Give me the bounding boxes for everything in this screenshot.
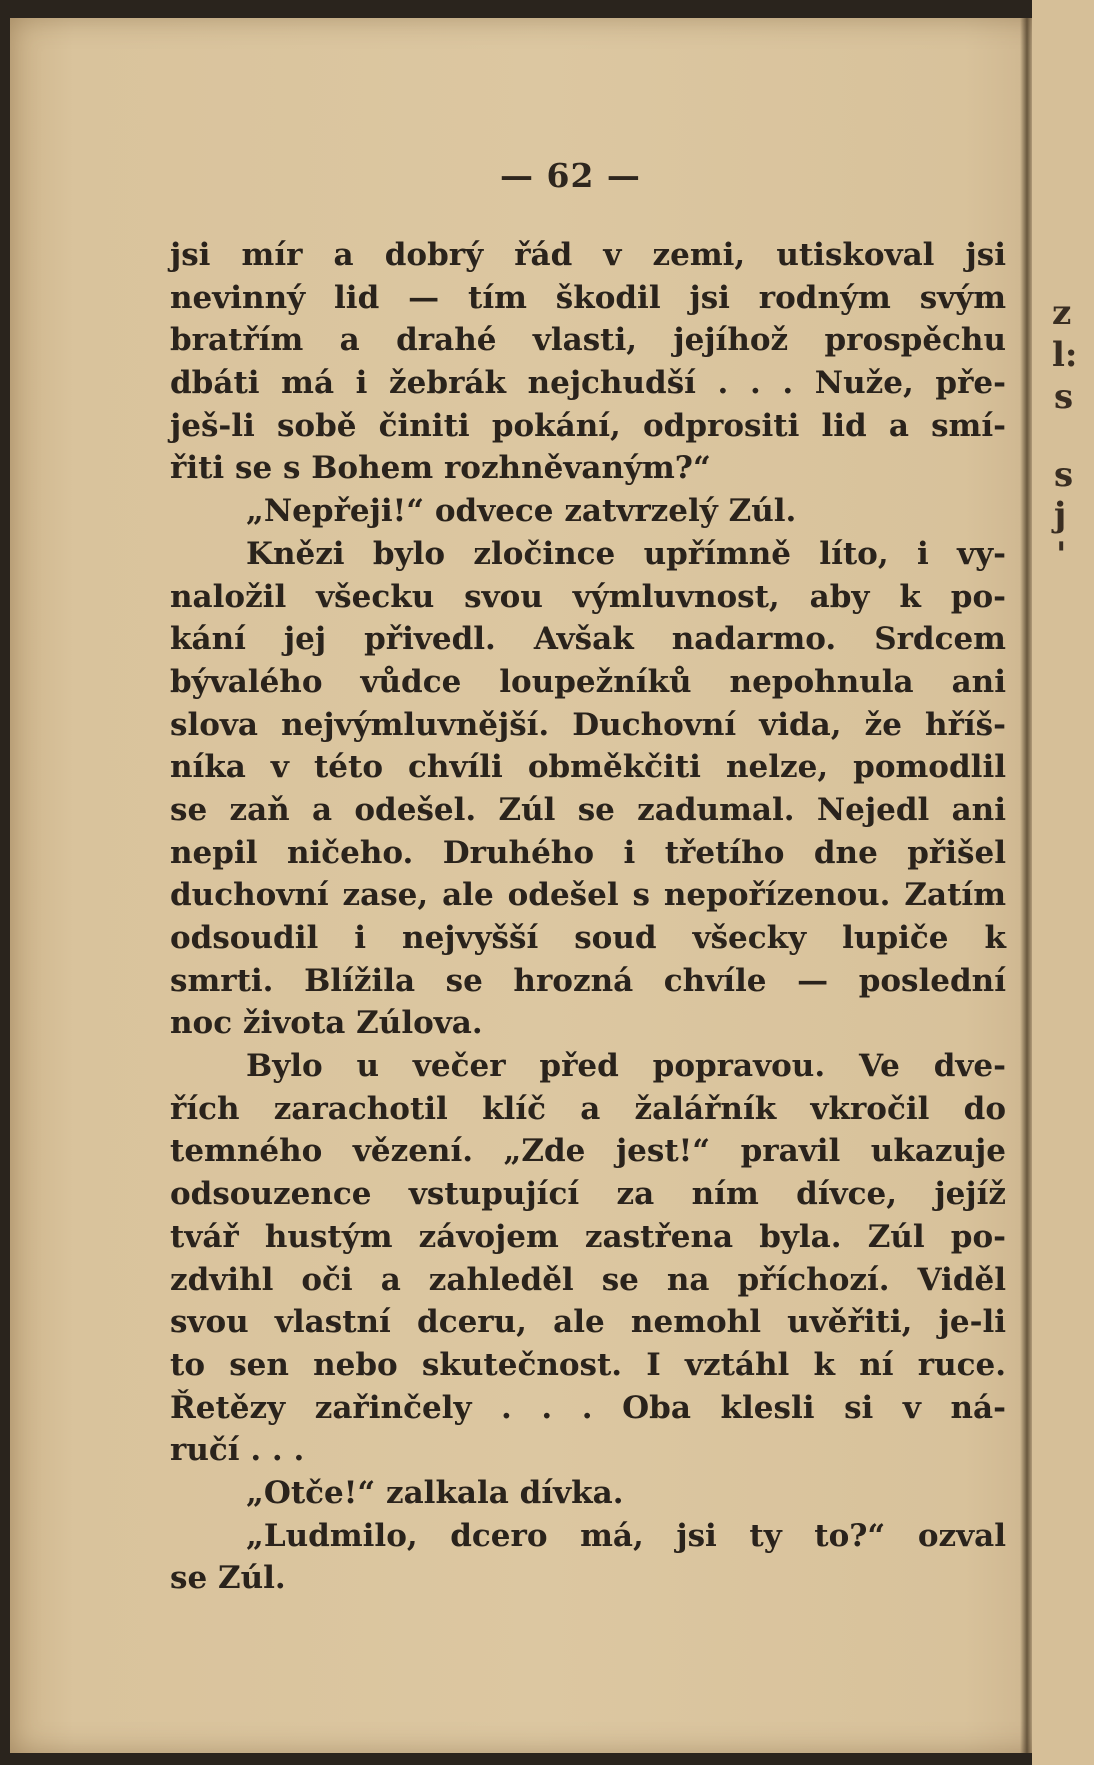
text-line: dbáti má i žebrák nejchudší . . . Nuže, pře-: [170, 365, 1006, 402]
text-line: zdvihl oči a zahleděl se na příchozí. Viděl: [170, 1261, 1006, 1298]
text-line: nepil ničeho. Druhého i třetího dne přišel: [170, 834, 1006, 871]
text-line: svou vlastní dceru, ale nemohl uvěřiti, je-li: [170, 1304, 1006, 1341]
text-line: odsoudil i nejvyšší soud všecky lupiče k: [170, 920, 1006, 956]
text-line: Knězi bylo zločince upřímně líto, i vy-: [246, 535, 1006, 572]
text-line: níka v této chvíli obměkčiti nelze, pomodlil: [170, 749, 1006, 786]
text-line: temného vězení. „Zde jest!“ pravil ukazuje: [170, 1133, 1006, 1170]
adjacent-page-glyph: s: [1054, 455, 1074, 495]
text-line: se Zúl.: [170, 1560, 286, 1597]
adjacent-page-glyph: s: [1054, 377, 1074, 417]
adjacent-page-glyph: ': [1056, 535, 1067, 575]
text-line: „Otče!“ zalkala dívka.: [246, 1474, 624, 1511]
text-line: slova nejvýmluvnější. Duchovní vida, že hříš-: [170, 706, 1006, 743]
text-line: duchovní zase, ale odešel s nepořízenou. Zatím: [170, 877, 1006, 914]
text-line: smrti. Blížila se hrozná chvíle — poslední: [170, 962, 1006, 999]
adjacent-page-edge: [1032, 0, 1094, 1765]
text-line: ručí . . .: [170, 1432, 305, 1469]
text-line: jsi mír a dobrý řád v zemi, utiskoval jsi: [170, 237, 1006, 273]
body-text: [170, 234, 1006, 1600]
book-page: [10, 18, 1070, 1753]
text-line: kání jej přivedl. Avšak nadarmo. Srdcem: [170, 621, 1006, 658]
text-line: tvář hustým závojem zastřena byla. Zúl po-: [170, 1218, 1006, 1255]
adjacent-page-glyph: z: [1052, 293, 1072, 333]
text-line: bratřím a drahé vlasti, jejíhož prospěchu: [170, 322, 1006, 359]
adjacent-page-glyph: j: [1054, 495, 1067, 535]
page-number: — 62 —: [500, 156, 641, 195]
text-line: ješ-li sobě činiti pokání, odprositi lid a smí-: [170, 407, 1006, 444]
adjacent-page-glyph: l:: [1052, 335, 1078, 375]
text-line: „Ludmilo, dcero má, jsi ty to?“ ozval: [246, 1517, 1006, 1554]
text-line: noc života Zúlova.: [170, 1005, 483, 1042]
text-line: „Nepřeji!“ odvece zatvrzelý Zúl.: [246, 493, 797, 530]
text-line: řiti se s Bohem rozhněvaným?“: [170, 450, 711, 487]
text-line: nevinný lid — tím škodil jsi rodným svým: [170, 279, 1006, 316]
text-line: Bylo u večer před popravou. Ve dve-: [246, 1048, 1006, 1085]
text-line: odsouzence vstupující za ním dívce, jejíž: [170, 1176, 1006, 1213]
text-line: bývalého vůdce loupežníků nepohnula ani: [170, 663, 1006, 700]
text-line: to sen nebo skutečnost. I vztáhl k ní ruce.: [170, 1346, 1006, 1383]
text-line: se zaň a odešel. Zúl se zadumal. Nejedl ani: [170, 791, 1006, 828]
text-line: naložil všecku svou výmluvnost, aby k po-: [170, 578, 1006, 615]
text-line: řích zarachotil klíč a žalářník vkročil do: [170, 1090, 1006, 1127]
text-line: Řetězy zařinčely . . . Oba klesli si v ná-: [170, 1389, 1006, 1426]
